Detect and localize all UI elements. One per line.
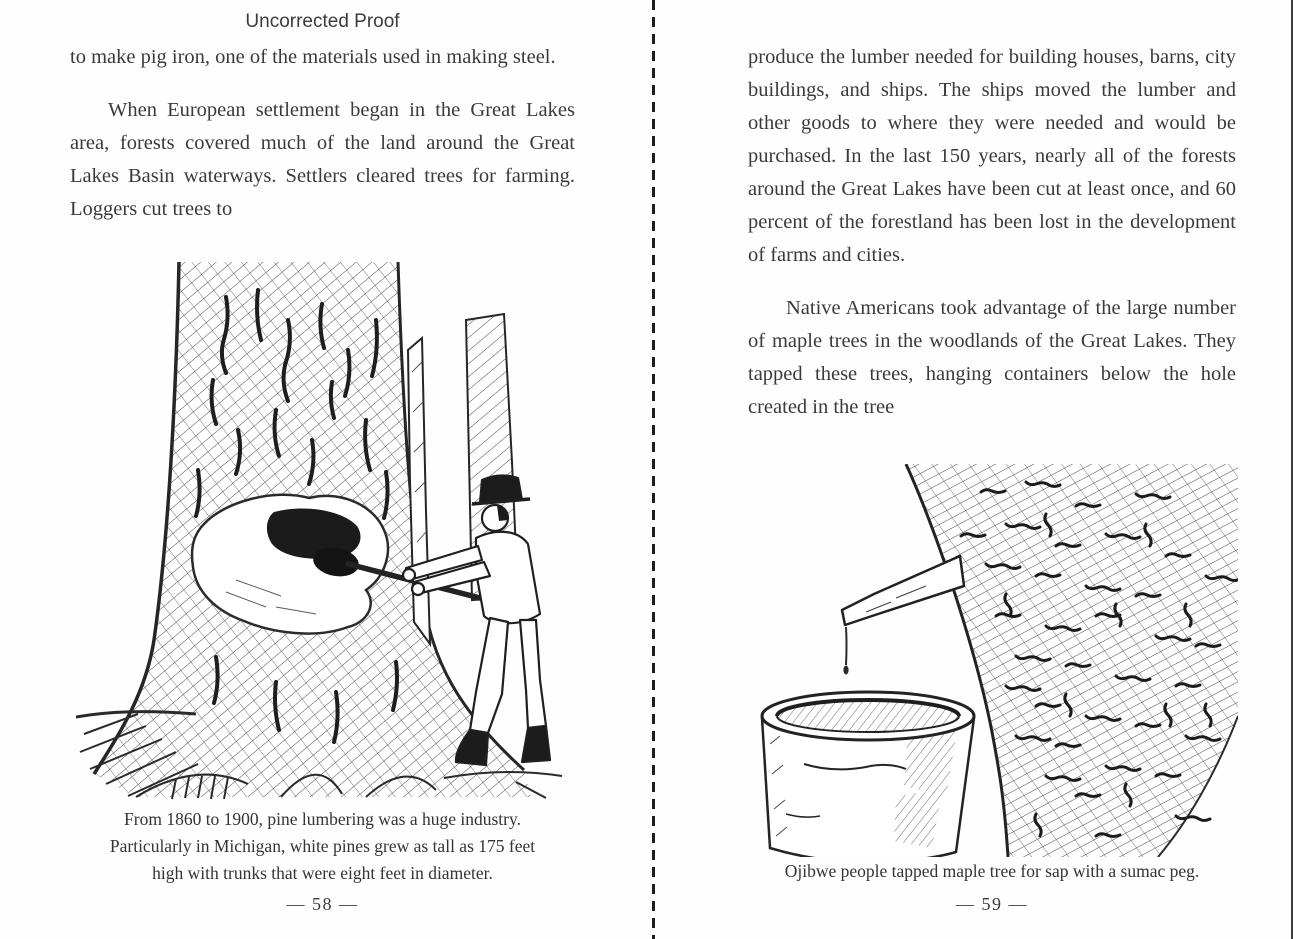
- page-number-58: — 58 —: [286, 894, 359, 914]
- caption-line: high with trunks that were eight feet in diameter.: [152, 863, 493, 883]
- maple-tapping-drawing: [746, 464, 1238, 857]
- uncorrected-proof-stamp: Uncorrected Proof: [245, 11, 400, 32]
- maple-tapping-illustration: [746, 464, 1238, 857]
- left-body-text: [70, 41, 575, 226]
- paragraph-pig-iron: to make pig iron, one of the materials used in making steel.: [70, 46, 556, 68]
- page-number-59: — 59 —: [956, 894, 1028, 914]
- page-58: [70, 0, 575, 939]
- pine-logging-drawing: [76, 262, 568, 800]
- caption-line: From 1860 to 1900, pine lumbering was a huge industry.: [124, 809, 521, 829]
- paragraph-native-americans: Native Americans took advantage of the large number of maple trees in the woodlands of the Great Lakes. They tapped these trees, hanging containers below the hole created in the tree: [748, 297, 1236, 418]
- caption-line: Ojibwe people tapped maple tree for sap with a sumac peg.: [784, 861, 1200, 881]
- page-59: [748, 0, 1236, 939]
- sap-drip: [843, 627, 848, 675]
- paragraph-european-settlement: When European settlement began in the Great Lakes area, forests covered much of the land around the Great Lakes Basin waterways. Settlers cleared trees for farming. Loggers cut trees to: [70, 99, 575, 220]
- page-fold-divider: [652, 0, 655, 939]
- paragraph-lumber: produce the lumber needed for building houses, barns, city buildings, and ships. The ships moved the lumber and other goods to where they were needed and would be purchased. In the last 150 years, nearly all of the forests around the Great Lakes have been cut at least once, and 60 percent of the forestland has been lost in the development of farms and cities.: [748, 46, 1236, 266]
- sap-bucket: [762, 692, 974, 857]
- right-body-text: [748, 41, 1236, 424]
- sap-peg: [842, 556, 964, 625]
- pine-logging-illustration: [76, 262, 568, 800]
- caption-line: Particularly in Michigan, white pines grew as tall as 175 feet: [109, 836, 536, 856]
- figure-caption-59: [748, 858, 1236, 885]
- figure-caption-58: [70, 806, 575, 887]
